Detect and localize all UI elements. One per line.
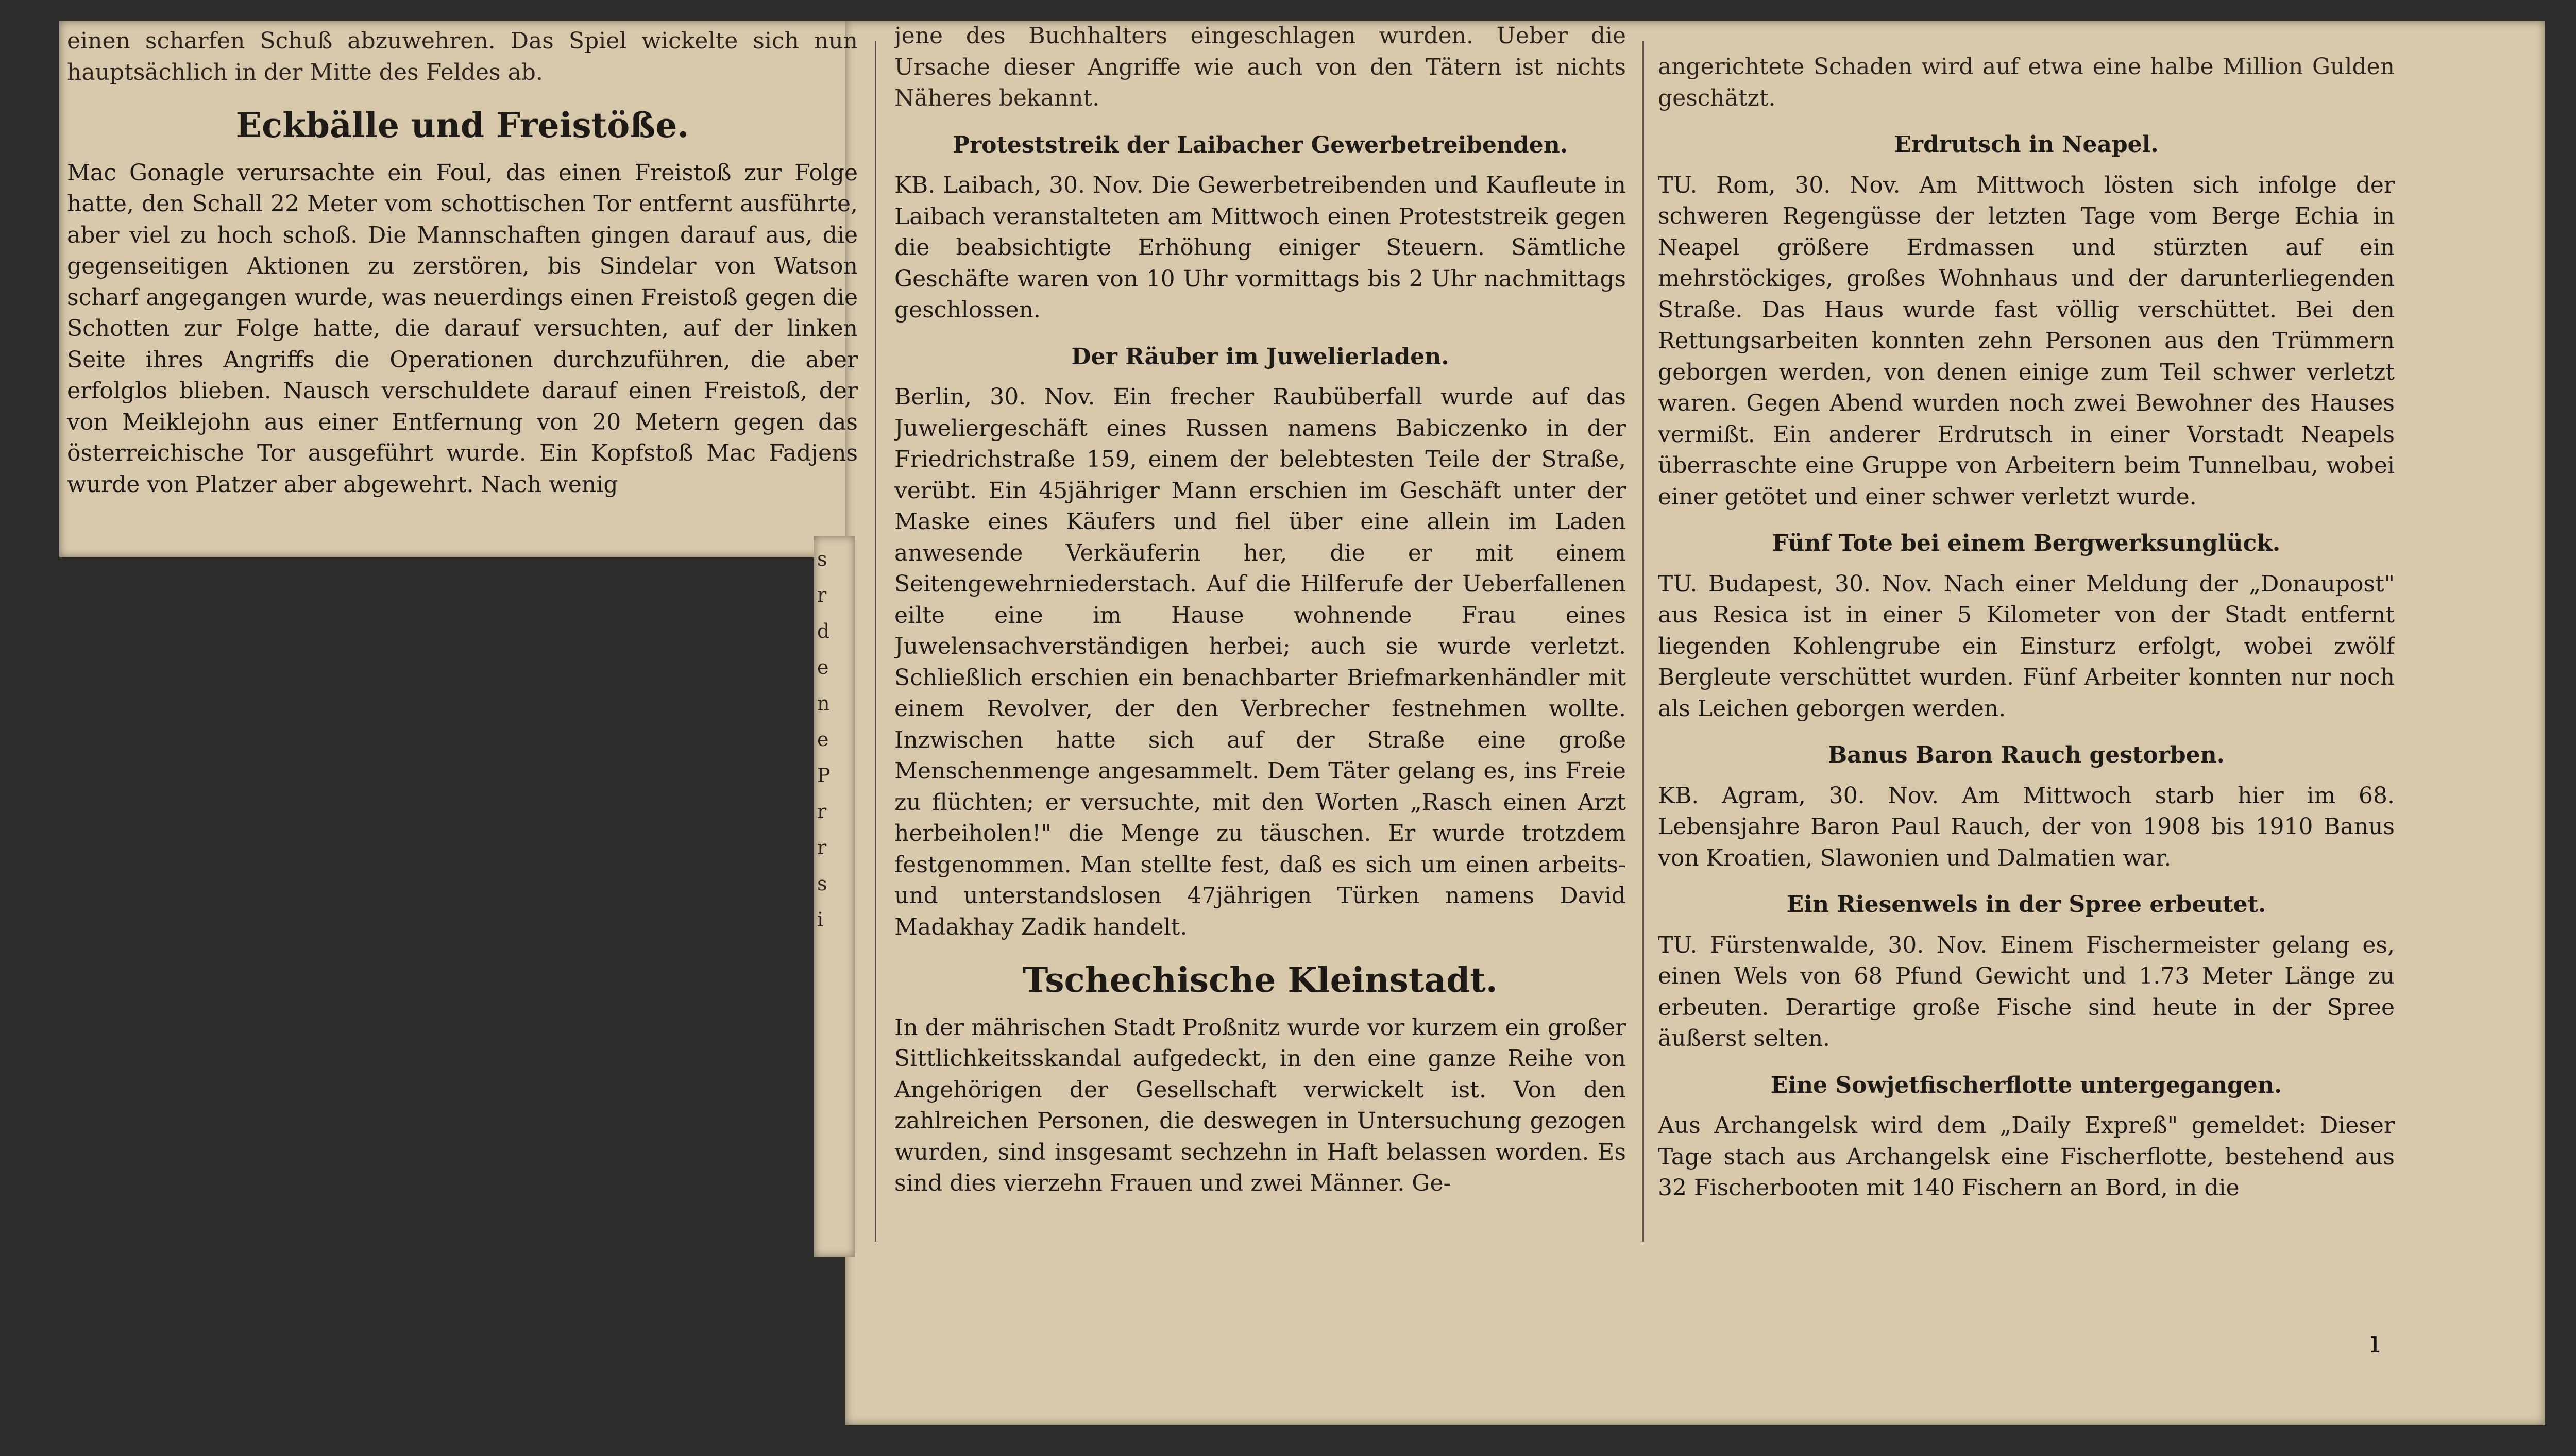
middle-article3-heading: Tschechische Kleinstadt. (1023, 960, 1498, 1000)
middle-article1-body: KB. Laibach, 30. Nov. Die Gewerbetreibenden und Kaufleute in Laibach veranstalteten am Mittwoch einen Proteststreik gegen die beabsichtigte Erhöhung einiger Steuern. Sämtliche Geschäfte waren von 10 Uhr vormittags bis 2 Uhr nachmittags geschlossen. (894, 172, 1626, 323)
middle-article2-heading: Der Räuber im Juwelierladen. (1071, 343, 1449, 370)
left-top-fragment: einen scharfen Schuß abzuwehren. Das Spiel wickelte sich nun hauptsächlich in der Mitte des Feldes ab. (67, 28, 858, 86)
ink-mark: ı (2370, 1324, 2380, 1360)
right-article1-heading: Erdrutsch in Neapel. (1894, 131, 2159, 158)
strip-letters: s r d e n e P r r s i (817, 548, 831, 931)
right-column (1658, 52, 2395, 1216)
right-article5-body: Aus Archangelsk wird dem „Daily Expreß" gemeldet: Dieser Tage stach aus Archangelsk eine Fischerflotte, bestehend aus 32 Fischerbooten mit 140 Fischern an Bord, in die (1658, 1112, 2395, 1201)
right-article2-body: TU. Budapest, 30. Nov. Nach einer Meldung der „Donaupost" aus Resica ist in einer 5 Kilometer von der Stadt entfernt liegenden Kohlengrube ein Einsturz erfolgt, wobei zwölf Bergleute verschüttet wurden. Fünf Arbeiter konnten nur noch als Leichen geborgen werden. (1658, 570, 2395, 722)
right-article5-heading: Eine Sowjetfischerflotte untergegangen. (1770, 1072, 2282, 1098)
right-article4-heading: Ein Riesenwels in der Spree erbeutet. (1786, 891, 2266, 918)
column-rule-left (875, 41, 876, 1242)
right-article3-heading: Banus Baron Rauch gestorben. (1828, 742, 2225, 768)
right-article2-heading: Fünf Tote bei einem Bergwerksunglück. (1772, 530, 2281, 556)
left-body: Mac Gonagle verursachte ein Foul, das einen Freistoß zur Folge hatte, den Schall 22 Meter vom schottischen Tor entfernt ausführte, aber viel zu hoch schoß. Die Mannschaften gingen darauf aus, die gegenseitigen Aktionen zu zerstören, bis Sindelar von Watson scharf angegangen wurde, was neuerdings einen Freistoß gegen die Schotten zur Folge hatte, die darauf versuchten, auf der linken Seite ihres Angriffs die Operationen durchzuführen, die aber erfolglos blieben. Nausch verschuldete darauf einen Freistoß, der von Meiklejohn aus einer Entfernung von 20 Metern gegen das österreichische Tor ausgeführt wurde. Ein Kopfstoß Mac Fadjens wurde von Platzer aber abgewehrt. Nach wenig (67, 159, 858, 498)
middle-article1-heading: Proteststreik der Laibacher Gewerbetreibenden. (952, 131, 1568, 158)
middle-article2-body: Berlin, 30. Nov. Ein frecher Raubüberfall wurde auf das Juweliergeschäft eines Russen namens Babiczenko in der Friedrichstraße 159, einem der belebtesten Teile der Straße, verübt. Ein 45jähriger Mann erschien im Geschäft unter der Maske eines Käufers und fiel über eine allein im Laden anwesende Verkäuferin her, die er mit einem Seitengewehrniederstach. Auf die Hilferufe der Ueberfallenen eilte eine im Hause wohnende Frau eines Juwelensachverständigen herbei; auch sie wurde verletzt. Schließlich erschien ein benachbarter Briefmarkenhändler mit einem Revolver, der den Verbrecher festnehmen wollte. Inzwischen hatte sich auf der Straße eine große Menschenmenge angesammelt. Dem Täter gelang es, ins Freie zu flüchten; er versuchte, mit den Worten „Rasch einen Arzt herbeiholen!" die Menge zu täuschen. Er wurde trotzdem festgenommen. Man stellte fest, daß es sich um einen arbeits- und unterstandslosen 47jährigen Türken namens David Madakhay Zadik handelt. (894, 384, 1626, 940)
right-top-fragment: angerichtete Schaden wird auf etwa eine halbe Million Gulden geschätzt. (1658, 54, 2395, 111)
middle-top-fragment: jene des Buchhalters eingeschlagen wurden. Ueber die Ursache dieser Angriffe wie auch von den Tätern ist nichts Näheres bekannt. (894, 23, 1626, 111)
column-rule-right (1642, 41, 1644, 1242)
right-article3-body: KB. Agram, 30. Nov. Am Mittwoch starb hier im 68. Lebensjahre Baron Paul Rauch, der von 1908 bis 1910 Banus von Kroatien, Slawonien und Dalmatien war. (1658, 782, 2395, 871)
right-article4-body: TU. Fürstenwalde, 30. Nov. Einem Fischermeister gelang es, einen Wels von 68 Pfund Gewicht und 1.73 Meter Länge zu erbeuten. Derartige große Fische sind heute in der Spree äußerst selten. (1658, 932, 2395, 1052)
left-column (67, 26, 858, 500)
left-heading: Eckbälle und Freistöße. (235, 105, 689, 145)
middle-column (894, 21, 1626, 1237)
right-article1-body: TU. Rom, 30. Nov. Am Mittwoch lösten sich infolge der schweren Regengüsse der letzten Tage vom Berge Echia in Neapel größere Erdmassen und stürzten auf ein mehrstöckiges, großes Wohnhaus und der darunterliegenden Straße. Das Haus wurde fast völlig verschüttet. Bei den Rettungsarbeiten konnten zehn Personen aus den Trümmern geborgen werden, von denen einige zum Teil schwer verletzt waren. Gegen Abend wurden noch zwei Bewohner des Hauses vermißt. Ein anderer Erdrutsch in einer Vorstadt Neapels überraschte eine Gruppe von Arbeitern beim Tunnelbau, wobei einer getötet und einer schwer verletzt wurde. (1658, 172, 2395, 510)
middle-article3-body: In der mährischen Stadt Proßnitz wurde vor kurzem ein großer Sittlichkeitsskandal aufgedeckt, in den eine ganze Reihe von Angehörigen der Gesellschaft verwickelt ist. Von den zahlreichen Personen, die deswegen in Untersuchung gezogen wurden, sind insgesamt sechzehn in Haft belassen worden. Es sind dies vierzehn Frauen und zwei Männer. Ge- (894, 1014, 1626, 1196)
